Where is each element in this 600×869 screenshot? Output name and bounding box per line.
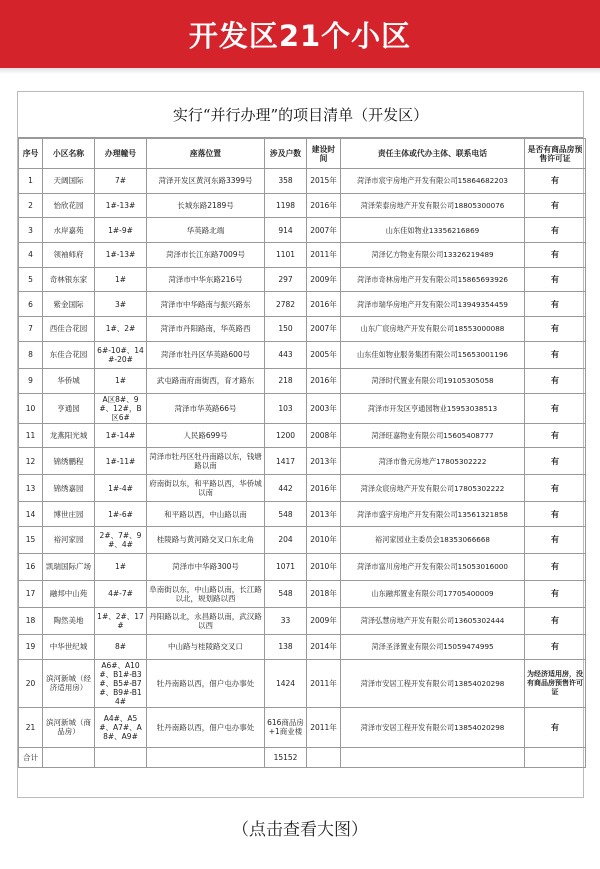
- cell-buildings: 1#、2#: [95, 317, 147, 342]
- cell-location: 菏泽市牡丹区华英路600号: [147, 341, 265, 368]
- cell-location: 牡丹南路以西，佃户屯办事处: [147, 659, 265, 707]
- cell-name: 滨河新城（商品房）: [43, 707, 95, 747]
- cell-year: 2011年: [307, 707, 341, 747]
- cell-year: 2018年: [307, 580, 341, 607]
- cell-company: 裕河家园业主委员会18353066668: [341, 526, 525, 553]
- cell-index: 21: [19, 707, 43, 747]
- cell-households: 218: [265, 368, 307, 393]
- table-row: [19, 659, 586, 707]
- cell-year: 2009年: [307, 267, 341, 292]
- cell-year: 2016年: [307, 475, 341, 502]
- cell-buildings: 1#: [95, 267, 147, 292]
- cell-households: 1101: [265, 243, 307, 268]
- cell-company: 菏泽众宸房地产开发有限公司17805302222: [341, 475, 525, 502]
- cell-households: 103: [265, 393, 307, 423]
- cell-company: 菏泽市瑞华房地产开发有限公司13949354459: [341, 292, 525, 317]
- cell-households: 297: [265, 267, 307, 292]
- cell-index: 9: [19, 368, 43, 393]
- cell-permit: 有: [525, 423, 586, 448]
- cell-permit: 有: [525, 218, 586, 243]
- cell-name: 融邦中山苑: [43, 580, 95, 607]
- table-row: [19, 553, 586, 580]
- cell-company: 菏泽时代置业有限公司19105305058: [341, 368, 525, 393]
- cell-buildings: 1#-6#: [95, 502, 147, 527]
- cell-name: 天阔国际: [43, 169, 95, 194]
- cell-index: 11: [19, 423, 43, 448]
- cell-buildings: 1#-9#: [95, 218, 147, 243]
- cell-buildings: 2#、7#、9#、4#: [95, 526, 147, 553]
- header-index: 序号: [19, 139, 43, 169]
- cell-households: 442: [265, 475, 307, 502]
- cell-permit: 有: [525, 193, 586, 218]
- cell-company: 菏泽市安居工程开发有限公司13854020298: [341, 659, 525, 707]
- cell-index: 3: [19, 218, 43, 243]
- table-row: [19, 341, 586, 368]
- cell-name: 奇林银东家: [43, 267, 95, 292]
- cell-buildings: A6#、A10#、B1#-B3#、B5#-B7#、B9#-B14#: [95, 659, 147, 707]
- cell-index: 10: [19, 393, 43, 423]
- cell-index: 6: [19, 292, 43, 317]
- table-row: [19, 707, 586, 747]
- table-row: [19, 368, 586, 393]
- cell-households: 1200: [265, 423, 307, 448]
- cell-year: 2003年: [307, 393, 341, 423]
- cell-year: 2015年: [307, 169, 341, 194]
- cell-location: 牡丹南路以西，佃户屯办事处: [147, 707, 265, 747]
- cell-name: 水岸嘉苑: [43, 218, 95, 243]
- cell-location: 长城东路2189号: [147, 193, 265, 218]
- table-row: [19, 243, 586, 268]
- cell-buildings: 1#: [95, 553, 147, 580]
- table-row: [19, 475, 586, 502]
- table-row: [19, 193, 586, 218]
- cell-index: 19: [19, 634, 43, 659]
- table-header-row: [19, 139, 586, 169]
- table-row: [19, 292, 586, 317]
- cell-permit: 有: [525, 267, 586, 292]
- cell-name: 锦绣嘉园: [43, 475, 95, 502]
- cell-households: 33: [265, 607, 307, 634]
- cell-households: 1071: [265, 553, 307, 580]
- cell-year: 2009年: [307, 607, 341, 634]
- cell-location: 菏泽开发区黄河东路3399号: [147, 169, 265, 194]
- cell-households: 358: [265, 169, 307, 194]
- table-row: [19, 526, 586, 553]
- cell-year: 2014年: [307, 634, 341, 659]
- cell-index: 4: [19, 243, 43, 268]
- cell-location: 菏泽市中华东路216号: [147, 267, 265, 292]
- cell-permit: 有: [525, 292, 586, 317]
- cell-index: 1: [19, 169, 43, 194]
- cell-location: 人民路699号: [147, 423, 265, 448]
- cell-permit: 有: [525, 526, 586, 553]
- cell-households: 548: [265, 502, 307, 527]
- table-row: [19, 218, 586, 243]
- cell-permit: 有: [525, 368, 586, 393]
- cell-index: 13: [19, 475, 43, 502]
- cell-buildings: A4#、A5#、A7#、A8#、A9#: [95, 707, 147, 747]
- table-row: [19, 317, 586, 342]
- cell-company: 菏泽市宸宇房地产开发有限公司15864682203: [341, 169, 525, 194]
- cell-location: 菏泽市牡丹区牡丹南路以东，钱塘路以南: [147, 448, 265, 475]
- header-year: 建设时间: [307, 139, 341, 169]
- cell-company: 菏泽市富川房地产开发有限公司15053016000: [341, 553, 525, 580]
- cell-index: 7: [19, 317, 43, 342]
- cell-permit: 为经济适用房，没有商品房预售许可证: [525, 659, 586, 707]
- header-households: 涉及户数: [265, 139, 307, 169]
- cell-year: 2010年: [307, 553, 341, 580]
- cell-index: 20: [19, 659, 43, 707]
- cell-name: 滨河新城（经济适用房）: [43, 659, 95, 707]
- cell-households: 2782: [265, 292, 307, 317]
- cell-company: 菏泽荣泰房地产开发有限公司18805300076: [341, 193, 525, 218]
- banner-title: 开发区21个小区: [0, 0, 600, 68]
- cell-year: 2016年: [307, 368, 341, 393]
- cell-location: 华英路北端: [147, 218, 265, 243]
- table-row: [19, 169, 586, 194]
- cell-name: 陶然美地: [43, 607, 95, 634]
- cell-buildings: 1#-11#: [95, 448, 147, 475]
- cell-permit: 有: [525, 317, 586, 342]
- cell-permit: 有: [525, 169, 586, 194]
- cell-index: 12: [19, 448, 43, 475]
- cell-index: 8: [19, 341, 43, 368]
- project-list-document: [17, 91, 584, 798]
- cell-location: 丹阳路以北，永昌路以南，武汉路以西: [147, 607, 265, 634]
- cell-name: 凯瑞国际广场: [43, 553, 95, 580]
- cell-households: 616商品房+1商业楼: [265, 707, 307, 747]
- table-row: [19, 393, 586, 423]
- table-row: [19, 502, 586, 527]
- cell-year: 2011年: [307, 659, 341, 707]
- cell-households: 1424: [265, 659, 307, 707]
- table-row: [19, 580, 586, 607]
- cell-name: 中华世纪城: [43, 634, 95, 659]
- cell-households: 443: [265, 341, 307, 368]
- header-permit: 是否有商品房预售许可证: [525, 139, 586, 169]
- cell-year: 2005年: [307, 341, 341, 368]
- cell-name: 西佳合花园: [43, 317, 95, 342]
- cell-index: 2: [19, 193, 43, 218]
- cell-permit: 有: [525, 448, 586, 475]
- cell-buildings: A区8#、9#、12#，B区6#: [95, 393, 147, 423]
- cell-name: 锦绣鹏程: [43, 448, 95, 475]
- cell-year: 2007年: [307, 317, 341, 342]
- total-row: [19, 747, 586, 767]
- cell-location: 武屯路南府南街西，育才路东: [147, 368, 265, 393]
- cell-year: 2011年: [307, 243, 341, 268]
- cell-name: 领袖师府: [43, 243, 95, 268]
- cell-households: 548: [265, 580, 307, 607]
- cell-name: 怡欣花园: [43, 193, 95, 218]
- cell-location: 菏泽市华英路66号: [147, 393, 265, 423]
- cell-name: 紫金国际: [43, 292, 95, 317]
- cell-index: 16: [19, 553, 43, 580]
- header-location: 座落位置: [147, 139, 265, 169]
- total-households: 15152: [265, 747, 307, 767]
- cell-name: 亨通园: [43, 393, 95, 423]
- cell-year: 2013年: [307, 448, 341, 475]
- cell-permit: 有: [525, 393, 586, 423]
- cell-permit: 有: [525, 475, 586, 502]
- cell-name: 华侨城: [43, 368, 95, 393]
- cell-location: 中山路与桂陵路交叉口: [147, 634, 265, 659]
- cell-year: 2016年: [307, 292, 341, 317]
- table-row: [19, 448, 586, 475]
- cell-name: 龙燕阳光城: [43, 423, 95, 448]
- cell-households: 1417: [265, 448, 307, 475]
- cell-index: 17: [19, 580, 43, 607]
- cell-year: 2016年: [307, 193, 341, 218]
- cell-location: 阜南街以东，中山路以南，长江路以北，规划路以西: [147, 580, 265, 607]
- table-row: [19, 607, 586, 634]
- cell-index: 18: [19, 607, 43, 634]
- cell-permit: 有: [525, 243, 586, 268]
- header-buildings: 办理幢号: [95, 139, 147, 169]
- cell-buildings: 4#-7#: [95, 580, 147, 607]
- cell-buildings: 3#: [95, 292, 147, 317]
- cell-company: 山东佳如物业服务集团有限公司15653001196: [341, 341, 525, 368]
- cell-permit: 有: [525, 580, 586, 607]
- document-title: 实行“并行办理”的项目清单（开发区）: [18, 92, 583, 138]
- cell-company: 菏泽市盛宇房地产开发有限公司13561321858: [341, 502, 525, 527]
- cell-buildings: 1#-13#: [95, 193, 147, 218]
- project-table: [18, 138, 586, 768]
- cell-company: 菏泽旺嘉物业有限公司15605408777: [341, 423, 525, 448]
- cell-households: 914: [265, 218, 307, 243]
- cell-index: 5: [19, 267, 43, 292]
- cell-company: 菏泽亿方物业有限公司13326219489: [341, 243, 525, 268]
- cell-company: 山东广宸房地产开发有限公司18553000088: [341, 317, 525, 342]
- cell-buildings: 7#: [95, 169, 147, 194]
- cell-location: 菏泽市丹阳路南，华英路西: [147, 317, 265, 342]
- cell-company: 菏泽市安居工程开发有限公司13854020298: [341, 707, 525, 747]
- cell-year: 2008年: [307, 423, 341, 448]
- cell-company: 菏泽市开发区亨通园物业15953038513: [341, 393, 525, 423]
- total-label: 合计: [19, 747, 43, 767]
- cell-index: 14: [19, 502, 43, 527]
- cell-permit: 有: [525, 553, 586, 580]
- cell-company: 山东融邦置业有限公司17705400009: [341, 580, 525, 607]
- cell-year: 2010年: [307, 526, 341, 553]
- cell-company: 菏泽圣泽置业有限公司15059474995: [341, 634, 525, 659]
- cell-location: 和平路以西，中山路以南: [147, 502, 265, 527]
- cell-name: 裕河家园: [43, 526, 95, 553]
- cell-name: 东佳合花园: [43, 341, 95, 368]
- cell-index: 15: [19, 526, 43, 553]
- cell-buildings: 1#-4#: [95, 475, 147, 502]
- cell-buildings: 8#: [95, 634, 147, 659]
- cell-location: 府南街以东，和平路以西，华侨城以南: [147, 475, 265, 502]
- view-large-image-link[interactable]: （点击查看大图）: [232, 820, 368, 840]
- cell-buildings: 6#-10#、14#-20#: [95, 341, 147, 368]
- cell-company: 菏泽弘慧房地产开发有限公司13605302444: [341, 607, 525, 634]
- cell-location: 菏泽市中华路南与振兴路东: [147, 292, 265, 317]
- cell-permit: 有: [525, 707, 586, 747]
- cell-permit: 有: [525, 502, 586, 527]
- cell-buildings: 1#: [95, 368, 147, 393]
- cell-location: 菏泽市中华路300号: [147, 553, 265, 580]
- cell-households: 204: [265, 526, 307, 553]
- table-row: [19, 634, 586, 659]
- cell-households: 138: [265, 634, 307, 659]
- cell-households: 1198: [265, 193, 307, 218]
- table-row: [19, 423, 586, 448]
- cell-year: 2007年: [307, 218, 341, 243]
- cell-permit: 有: [525, 341, 586, 368]
- table-row: [19, 267, 586, 292]
- cell-buildings: 1#-14#: [95, 423, 147, 448]
- header-company: 责任主体或代办主体、联系电话: [341, 139, 525, 169]
- cell-buildings: 1#-13#: [95, 243, 147, 268]
- cell-households: 150: [265, 317, 307, 342]
- cell-company: 菏泽市鲁元房地产17805302222: [341, 448, 525, 475]
- cell-buildings: 1#、2#、17#: [95, 607, 147, 634]
- cell-company: 菏泽市奇林房地产开发有限公司15865693926: [341, 267, 525, 292]
- cell-location: 桂陵路与黄河路交叉口东北角: [147, 526, 265, 553]
- cell-name: 博世庄园: [43, 502, 95, 527]
- cell-permit: 有: [525, 634, 586, 659]
- cell-company: 山东佳如物业13356216869: [341, 218, 525, 243]
- cell-location: 菏泽市长江东路7009号: [147, 243, 265, 268]
- cell-year: 2013年: [307, 502, 341, 527]
- cell-permit: 有: [525, 607, 586, 634]
- header-name: 小区名称: [43, 139, 95, 169]
